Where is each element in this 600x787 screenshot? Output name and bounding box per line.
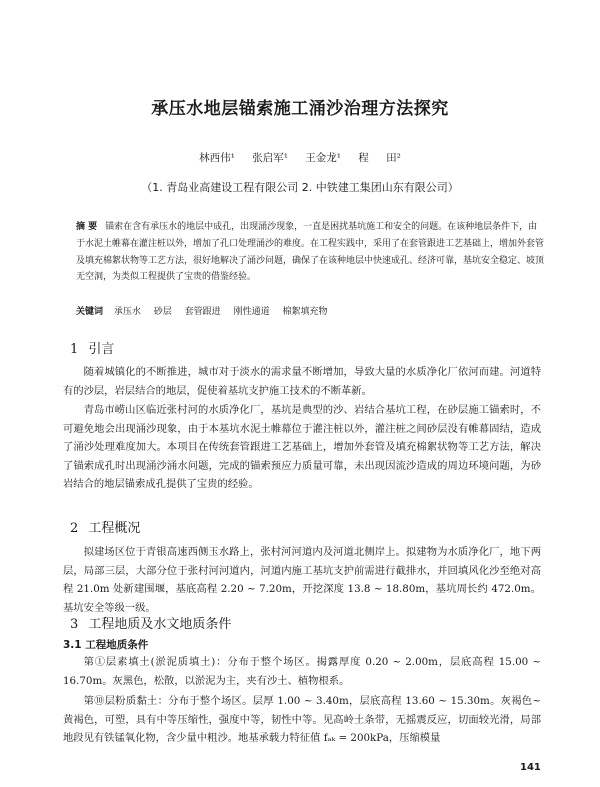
keyword: 承压水 [113, 307, 141, 317]
paragraph: 随着城镇化的不断推进，城市对于淡水的需求量不断增加，导致大量的水质净化厂依河而建。河道特有的沙层，岩层结合的地层，促使着基坑支护施工技术的不断革新。 [63, 366, 541, 397]
keywords-label: 关键词 [76, 307, 104, 317]
affiliation: （1. 青岛业高建设工程有限公司 2. 中铁建工集团山东有限公司） [141, 181, 459, 194]
keyword: 套管跟进 [184, 307, 221, 317]
paragraph: 第⑩层粉质黏土：分布于整个场区。层厚 1.00 ~ 3.40m，层底高程 13.60 ~ 15.30m。灰褐色~黄褐色，可塑，具有中等压缩性，强度中等，韧性中等。见高岭土条带，无摇震反应，切面较光滑，局部地段见有铁锰氧化物，含少量中粗沙。地基承载力特征值 fₐₖ = 200kPa，压缩模量 [63, 695, 541, 745]
paragraph: 第①层素填土(淤泥质填土)：分布于整个场区。揭露厚度 0.20 ~ 2.00m，层底高程 15.00 ~ 16.70m。灰黑色，松散，以淤泥为主，夹有沙土、植物根系。 [63, 656, 541, 687]
paper-title: 承压水地层锚索施工涌沙治理方法探究 [151, 99, 449, 119]
abstract [76, 219, 546, 286]
author-list: 林西伟¹ 张启军¹ 王金龙¹ 程 田² [199, 152, 401, 164]
abstract-label: 摘 要 [76, 222, 98, 232]
keyword: 棉絮填充物 [282, 307, 328, 317]
paragraph: 青岛市崂山区临近张村河的水质净化厂，基坑是典型的沙、岩结合基坑工程，在砂层施工锚索时，不可避免地会出现涌沙现象，由于本基坑水泥土帷幕位于灌注桩以外，灌注桩之间砂层没有帷幕固结，造成了涌沙处理难度加大。本项目在传统套管跟进工艺基础上，增加外套管及填充棉絮状物等工艺方法，解决了锚索成孔时出现涌沙涌水问题，完成的锚索预应力质量可靠，未出现因流沙造成的周边环境问题，为砂岩结合的地层锚索成孔提供了宝贵的经验。 [63, 404, 541, 491]
keywords [76, 304, 546, 317]
page-number: 141 [520, 762, 541, 773]
section-heading-project-overview: 2 工程概况 [70, 521, 141, 536]
paragraph: 拟建场区位于青银高速西侧玉水路上，张村河河道内及河道北侧岸上。拟建物为水质净化厂，地下两层，局部三层，大部分位于张村河河道内，河道内施工基坑支护前需进行截排水，并回填风化沙至绝对高程 21.0m 处新建围堰，基底高程 2.20 ~ 7.20m，开挖深度 13.8 ~ 18.80m，基坑周长约 472.0m。基坑安全等级一级。 [63, 546, 541, 614]
keyword: 刚性通道 [233, 307, 270, 317]
subsection-heading: 3.1 工程地质条件 [63, 639, 149, 651]
section-heading-geology: 3 工程地质及水文地质条件 [70, 617, 232, 632]
keyword: 砂层 [153, 307, 172, 317]
abstract-text: 锚索在含有承压水的地层中成孔，出现涌沙现象，一直是困扰基坑施工和安全的问题。在该种地层条件下，由于水泥土帷幕在灌注桩以外，增加了孔口处理涌沙的难度。在工程实践中，采用了在套管跟进工艺基础上，增加外套管及填充棉絮状物等工艺方法，很好地解决了涌沙问题，确保了在该种地层中快速成孔、经济可靠，基坑安全稳定、坡顶无空洞，为类似工程提供了宝贵的借鉴经验。 [76, 222, 545, 283]
section-heading-introduction: 1 引言 [70, 342, 115, 357]
